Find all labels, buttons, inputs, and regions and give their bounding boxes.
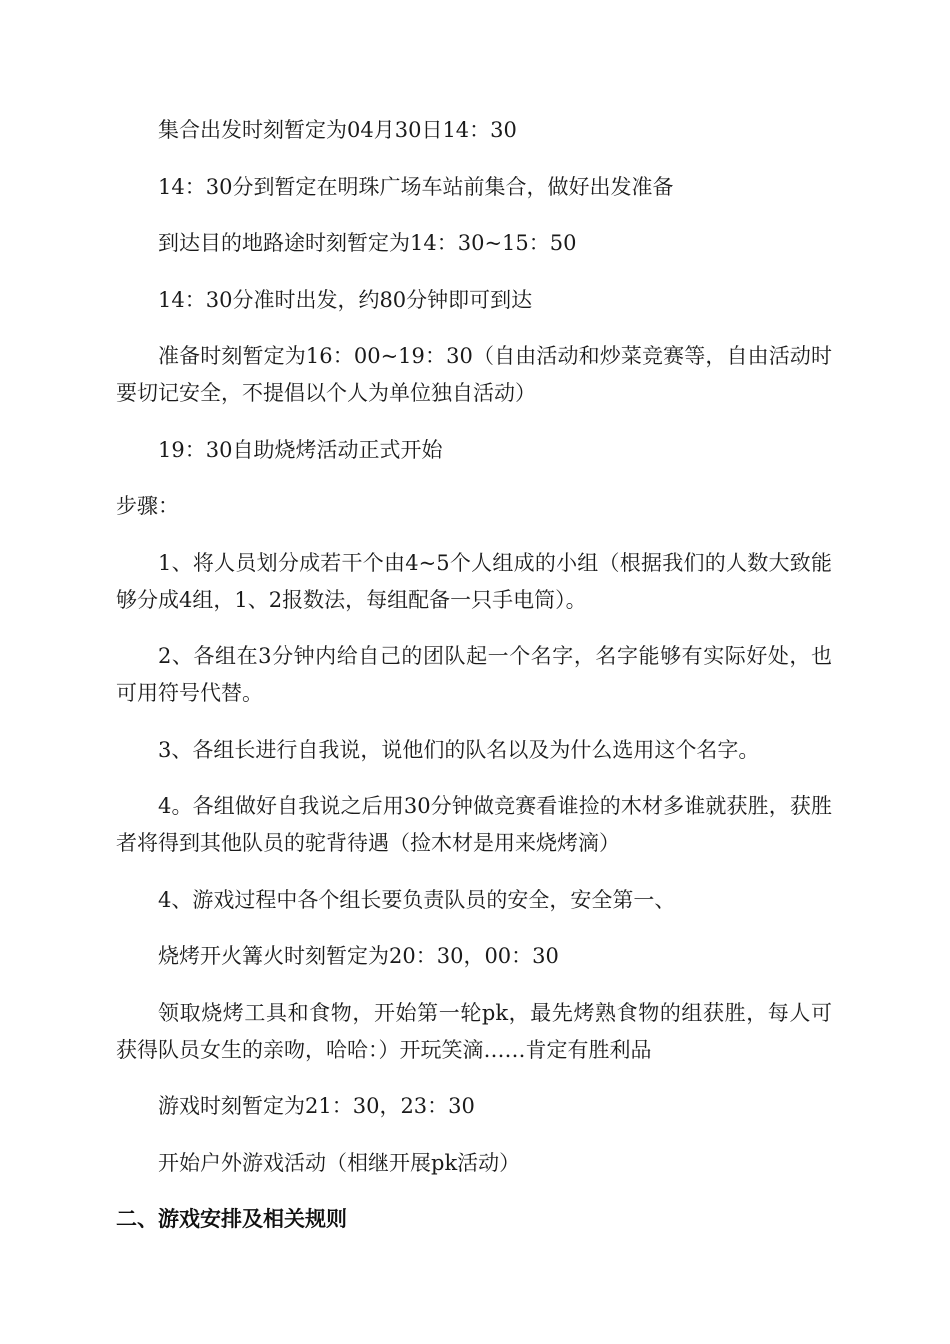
paragraph-assembly: 14：30分到暂定在明珠广场车站前集合，做好出发准备 [158, 174, 674, 199]
paragraph-preparation-time: 准备时刻暂定为16：00~19：30（自由活动和炒菜竞赛等，自由活动时要切记安全，不提倡以个人为单位独自活动） [116, 344, 832, 405]
paragraph-travel-time: 到达目的地路途时刻暂定为14：30~15：50 [158, 231, 577, 255]
section-heading: 二、游戏安排及相关规则 [116, 1207, 347, 1231]
paragraph-on-time-departure: 14：30分准时出发，约80分钟即可到达 [158, 287, 533, 312]
paragraph-first-round: 领取烧烤工具和食物，开始第一轮pk，最先烤熟食物的组获胜，每人可获得队员女生的亲吻，哈哈：）开玩笑滴……肯定有胜利品 [116, 1000, 832, 1062]
paragraph-steps-label: 步骤： [116, 494, 179, 518]
paragraph-game-time: 游戏时刻暂定为21：30，23：30 [158, 1094, 475, 1118]
paragraph-bonfire-time: 烧烤开火篝火时刻暂定为20：30，00：30 [158, 944, 559, 968]
paragraph-departure-time: 集合出发时刻暂定为04月30日14：30 [158, 118, 517, 142]
paragraph-step-1: 1、将人员划分成若干个由4~5个人组成的小组（根据我们的人数大致能够分成4组，1、2报数法，每组配备一只手电筒）。 [116, 550, 832, 612]
document-body [116, 112, 832, 1238]
paragraph-bbq-start: 19：30自助烧烤活动正式开始 [158, 437, 443, 462]
paragraph-step-4: 4。各组做好自我说之后用30分钟做竞赛看谁捡的木材多谁就获胜，获胜者将得到其他队员的驼背待遇（捡木材是用来烧烤滴） [116, 794, 832, 855]
paragraph-step-2: 2、各组在3分钟内给自己的团队起一个名字，名字能够有实际好处，也可用符号代替。 [116, 644, 832, 705]
paragraph-step-3: 3、各组长进行自我说，说他们的队名以及为什么选用这个名字。 [158, 737, 760, 762]
paragraph-step-4b: 4、游戏过程中各个组长要负责队员的安全，安全第一、 [158, 887, 676, 912]
paragraph-outdoor-games: 开始户外游戏活动（相继开展pk活动） [158, 1150, 521, 1175]
